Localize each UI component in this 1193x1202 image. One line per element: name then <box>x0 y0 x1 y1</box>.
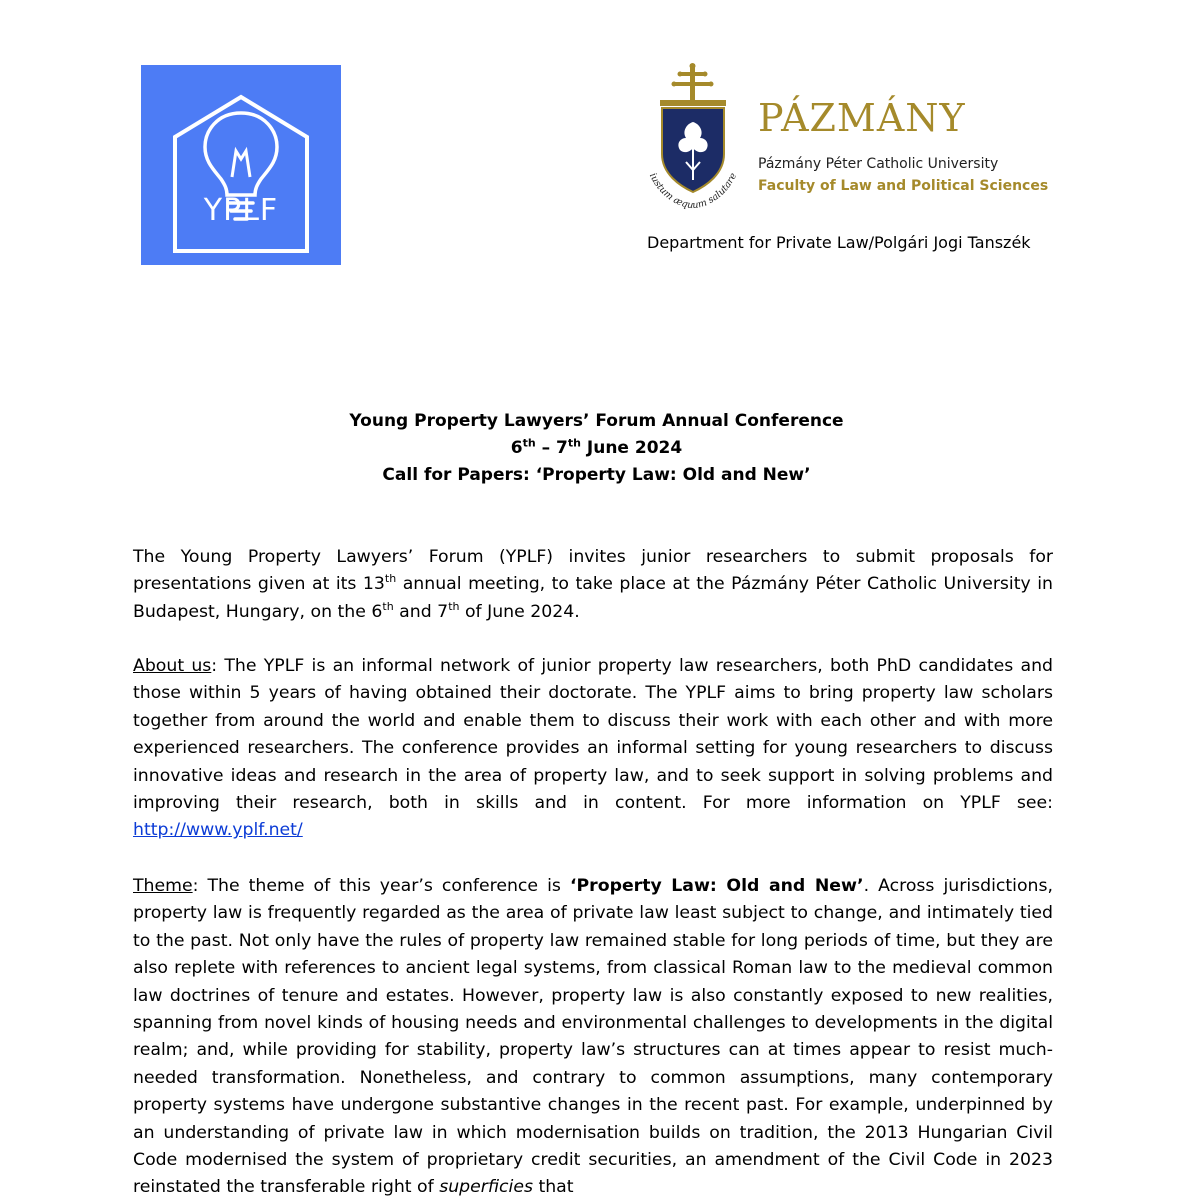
heading-dates: 6th – 7th June 2024 <box>510 436 683 458</box>
yplf-logo-text: YPLF <box>203 193 279 228</box>
yplf-website-link[interactable]: http://www.yplf.net/ <box>133 820 303 841</box>
intro-paragraph: The Young Property Lawyers’ Forum (YPLF) invites junior researchers to submit proposals for presentations given at its 13th annual meeting, to take place at the Pázmány Péter Catholic University in Budapest, Hungary, on the 6th and 7th of June 2024. <box>133 547 1053 622</box>
house-lightbulb-icon <box>141 65 341 265</box>
pazmany-crest <box>636 62 752 212</box>
heading-call-for-papers: Call for Papers: ‘Property Law: Old and New’ <box>382 465 811 485</box>
pazmany-faculty: Faculty of Law and Political Sciences <box>758 178 1049 194</box>
pazmany-university: Pázmány Péter Catholic University <box>758 156 999 172</box>
yplf-logo <box>141 65 341 265</box>
about-paragraph: About us: The YPLF is an informal network of junior property law researchers, both PhD candidates and those within 5 years of having obtained their doctorate. The YPLF aims to bring property law scholars together from around the world and enable them to discuss their work with each other and with more experienced researchers. The conference provides an informal setting for young researchers to discuss innovative ideas and research in the area of property law, and to seek support in solving problems and improving their research, both in skills and in content. For more information on YPLF see: http://www.yplf.net/ <box>133 656 1053 841</box>
about-label: About us <box>133 656 212 676</box>
theme-label: Theme <box>133 876 193 896</box>
heading-line-1: Young Property Lawyers’ Forum Annual Conference <box>349 411 844 431</box>
document-heading <box>0 408 1193 489</box>
pazmany-name: PÁZMÁNY <box>758 96 966 140</box>
department-name: Department for Private Law/Polgári Jogi Tanszék <box>647 233 1031 252</box>
theme-title: ‘Property Law: Old and New’ <box>569 876 864 896</box>
pazmany-motto: iustum æquum salutare <box>646 171 740 212</box>
theme-paragraph: Theme: The theme of this year’s conference is ‘Property Law: Old and New’. Across jurisdictions, property law is frequently regarded as the area of private law least subject to change, and intimately tied to the past. Not only have the rules of property law remained stable for long periods of time, but they are also replete with references to ancient legal systems, from classical Roman law to the medieval common law doctrines of tenure and estates. However, property law is also constantly exposed to new realities, spanning from novel kinds of housing needs and environmental challenges to developments in the digital realm; and, while providing for stability, property law’s structures can at times appear to resist much-needed transformation. Nonetheless, and contrary to common assumptions, many contemporary property systems have undergone substantive changes in the recent past. For example, underpinned by an understanding of private law in which modernisation builds on tradition, the 2013 Hungarian Civil Code modernised the system of proprietary credit securities, an amendment of the Civil Code in 2023 reinstated the transferable right of superficies that <box>133 876 1053 1198</box>
patriarchal-cross-shield-icon <box>636 62 752 212</box>
